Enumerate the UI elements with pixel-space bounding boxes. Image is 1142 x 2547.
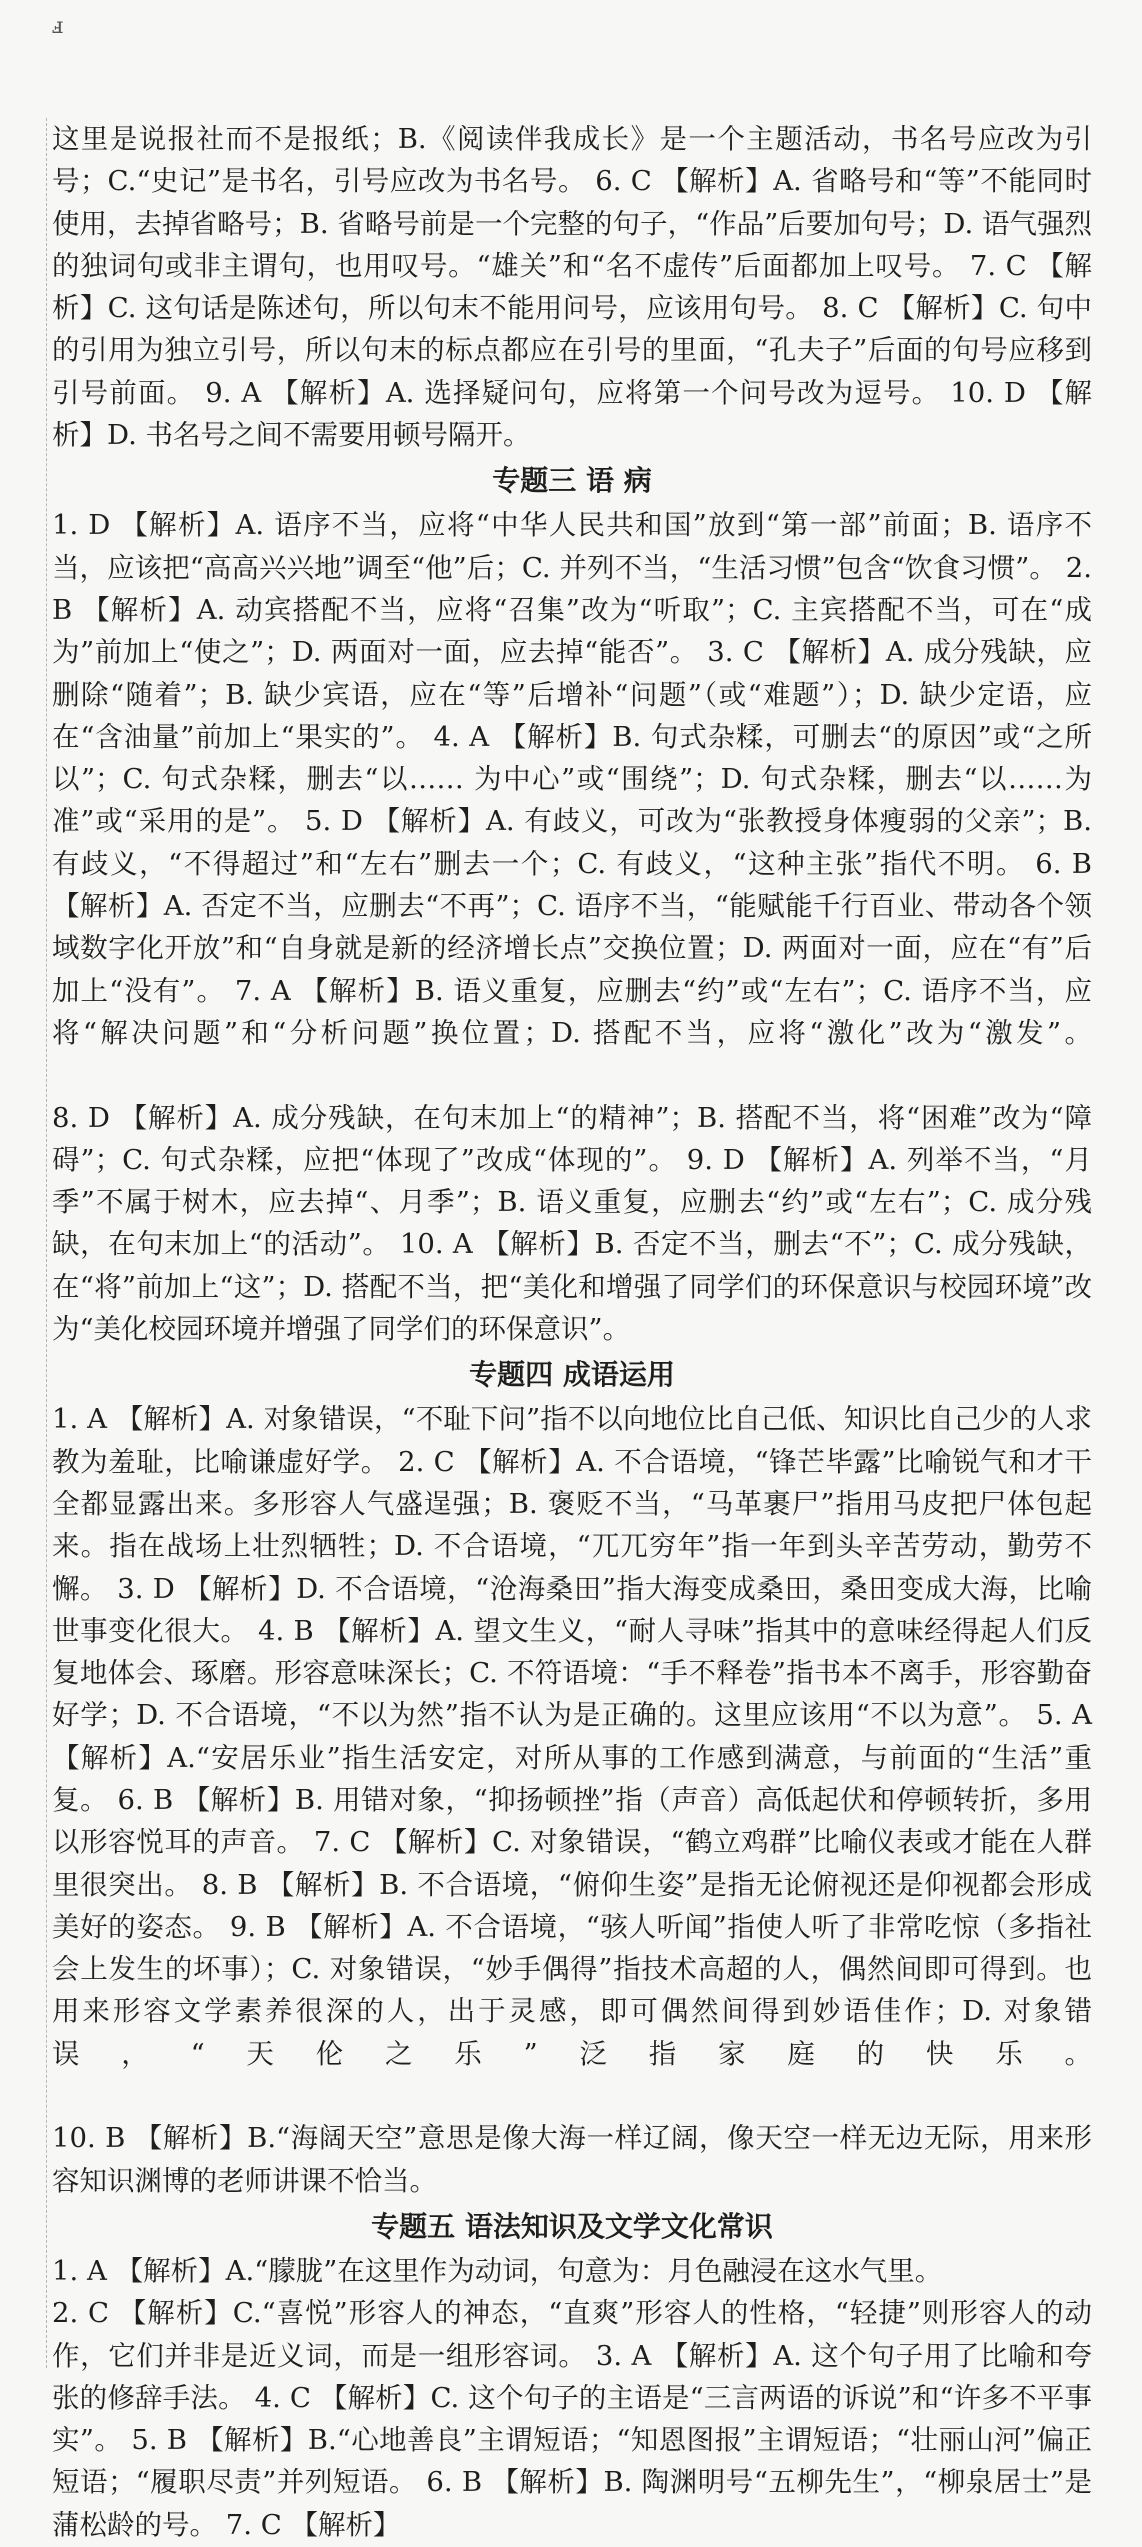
section-heading: 专题四 成语运用 (469, 1358, 675, 1392)
paragraph: 10. B 【解析】B.“海阔天空”意思是像大海一样辽阔，像天空一样无边无际，用来形容知识渊博的老师讲课不恰当。 (52, 2122, 1092, 2197)
paragraph: 1. A 【解析】A.“朦胧”在这里作为动词，句意为：月色融浸在这水气里。 (52, 2254, 943, 2287)
section-heading: 专题三 语 病 (492, 464, 652, 498)
paragraph: 1. D 【解析】A. 语序不当，应将“中华人民共和国”放到“第一部”前面；B. 语序不当，应该把“高高兴兴地”调至“他”后；C. 并列不当，“生活习惯”包含“饮食习惯”。 2. B 【解析】A. 动宾搭配不当，应将“召集”改为“听取”；C. 主宾搭配不当，可在“成为”前加上“使之”；D. 两面对一面，应去掉“能否”。 3. C 【解析】A. 成分残缺，应删除“随着”；B. 缺少宾语，应在“等”后增补“问题”（或“难题”）；D. 缺少定语，应在“含油量”前加上“果实的”。 4. A 【解析】B. 句式杂糅，可删去“的原因”或“之所以”；C. 句式杂糅，删去“以…… 为中心”或“围绕”；D. 句式杂糅，删去“以……为准”或“采用的是”。 5. D 【解析】A. 有歧义，可改为“张教授身体瘦弱的父亲”；B. 有歧义，“不得超过”和“左右”删去一个；C. 有歧义，“这种主张”指代不明。 6. B 【解析】A. 否定不当，应删去“不再”；C. 语序不当，“能赋能千行百业、带动各个领域数字化开放”和“自身就是新的经济增长点”交换位置；D. 两面对一面，应在“有”后加上“没有”。 7. A 【解析】B. 语义重复，应删去“约”或“左右”；C. 语序不当，应将“解决问题”和“分析问题”换位置；D. 搭配不当，应将“激化”改为“激发”。 (52, 509, 1092, 1049)
margin-rule (46, 118, 48, 2368)
section-heading: 专题五 语法知识及文学文化常识 (371, 2209, 773, 2243)
paragraph: 1. A 【解析】A. 对象错误，“不耻下问”指不以向地位比自己低、知识比自己少的人求教为羞耻，比喻谦虚好学。 2. C 【解析】A. 不合语境，“锋芒毕露”比喻锐气和才干全都显露出来。多形容人气盛逞强；B. 褒贬不当，“马革裹尸”指用马皮把尸体包起来。指在战场上壮烈牺牲；D. 不合语境，“兀兀穷年”指一年到头辛苦劳动，勤劳不懈。 3. D 【解析】D. 不合语境，“沧海桑田”指大海变成桑田，桑田变成大海，比喻世事变化很大。 4. B 【解析】A. 望文生义，“耐人寻味”指其中的意味经得起人们反复地体会、琢磨。形容意味深长；C. 不符语境：“手不释卷”指书本不离手，形容勤奋好学；D. 不合语境，“不以为然”指不认为是正确的。这里应该用“不以为意”。 5. A 【解析】A.“安居乐业”指生活安定，对所从事的工作感到满意，与前面的“生活”重复。 6. B 【解析】B. 用错对象，“抑扬顿挫”指（声音）高低起伏和停顿转折，多用以形容悦耳的声音。 7. C 【解析】C. 对象错误，“鹤立鸡群”比喻仪表或才能在人群里很突出。 8. B 【解析】B. 不合语境，“俯仰生姿”是指无论俯视还是仰视都会形成美好的姿态。 9. B 【解析】A. 不合语境，“骇人听闻”指使人听了非常吃惊（多指社会上发生的坏事）；C. 对象错误，“妙手偶得”指技术高超的人，偶然间即可得到。也用来形容文学素养很深的人，出于灵感，即可偶然间得到妙语佳作；D. 对象错误，“天伦之乐”泛指家庭的快乐。 (52, 1403, 1092, 2070)
paragraph: 这里是说报社而不是报纸；B.《阅读伴我成长》是一个主题活动，书名号应改为引号；C.“史记”是书名，引号应改为书名号。 6. C 【解析】A. 省略号和“等”不能同时使用，去掉省略号；B. 省略号前是一个完整的句子，“作品”后要加句号；D. 语气强烈的独词句或非主谓句，也用叹号。“雄关”和“名不虚传”后面都加上叹号。 7. C 【解析】C. 这句话是陈述句，所以句末不能用问号，应该用句号。 8. C 【解析】C. 句中的引用为独立引号，所以句末的标点都应在引号的里面，“孔夫子”后面的句号应移到引号前面。 9. A 【解析】A. 选择疑问句，应将第一个问号改为逗号。 10. D 【解析】D. 书名号之间不需要用顿号隔开。 (52, 123, 1092, 452)
paragraph: 8. D 【解析】A. 成分残缺，在句末加上“的精神”；B. 搭配不当，将“困难”改为“障碍”；C. 句式杂糅，应把“体现了”改成“体现的”。 9. D 【解析】A. 列举不当，“月季”不属于树木，应去掉“、月季”；B. 语义重复，应删去“约”或“左右”；C. 成分残缺，在句末加上“的活动”。 10. A 【解析】B. 否定不当，删去“不”；C. 成分残缺，在“将”前加上“这”；D. 搭配不当，把“美化和增强了同学们的环保意识与校园环境”改为“美化校园环境并增强了同学们的环保意识”。 (52, 1101, 1092, 1346)
paragraph: 2. C 【解析】C.“喜悦”形容人的神态，“直爽”形容人的性格，“轻捷”则形容人的动作，它们并非是近义词，而是一组形容词。 3. A 【解析】A. 这个句子用了比喻和夸张的修辞手法。 4. C 【解析】C. 这个句子的主语是“三言两语的诉说”和“许多不平事实”。 5. B 【解析】B.“心地善良”主谓短语；“知恩图报”主谓短语；“壮丽山河”偏正短语；“履职尽责”并列短语。 6. B 【解析】B. 陶渊明号“五柳先生”，“柳泉居士”是蒲松龄的号。 7. C 【解析】 (52, 2297, 1092, 2541)
answer-content (52, 118, 1092, 2546)
corner-mark: ⅎ (52, 14, 64, 39)
